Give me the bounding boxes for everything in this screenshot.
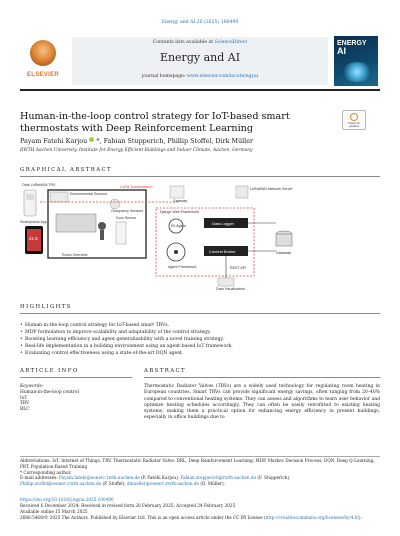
elsevier-logo — [22, 36, 64, 86]
highlight-item: • Real-life implementation in a building environment using an agent-based IoT framework. — [20, 344, 233, 349]
doi-link[interactable]: https://doi.org/10.1016/j.egyai.2025.100490 — [20, 497, 114, 502]
label-database: Database — [276, 251, 292, 255]
graphical-abstract-figure — [20, 182, 380, 292]
journal-homepage: journal homepage: www.elsevier.com/locate/egyai — [141, 74, 259, 79]
graphical-abstract-svg — [20, 182, 380, 292]
desk-icon — [56, 214, 96, 232]
label-rl-agent: RL Agent — [171, 224, 186, 228]
corresponding-mark: * — [94, 137, 100, 145]
occupancy-sensor-icon — [110, 199, 120, 209]
email-link[interactable]: Phillip.stoffel@eonerc.rwth-aachen.de — [20, 481, 102, 487]
label-agent-framework: Agent Framework — [168, 265, 197, 269]
graphical-abstract-rule — [20, 176, 380, 177]
trv-device-icon — [24, 190, 36, 216]
highlights-heading: HIGHLIGHTS — [20, 304, 72, 310]
license-line: 2666-5468/© 2025 The Authors. Published by Elsevier Ltd. This is an open access article under the CC BY license (http://creativecommons.org/licenses/by/4.0/). — [20, 515, 362, 520]
label-occ-sensors: Occupancy Sensors — [111, 209, 144, 213]
article-info-heading: ARTICLE INFO — [20, 368, 79, 374]
database-body — [276, 234, 292, 246]
email-addresses: E-mail addresses: Payam.fatehi@eonerc.rwth-aachen.de (P. Fatehi Karjou), Fabian.stupperich@rwth-aachen.de (F. Stupperich), Phillip.stoffel@eonerc.rwth-aachen.de (P. Stoffel), dmueller@eonerc.rwth-aachen.de (D. Müller). — [20, 475, 291, 487]
highlights-list — [20, 322, 380, 357]
label-lorawan-ns: LoRaWAN Network Server — [250, 187, 293, 191]
journal-name: Energy and AI — [159, 51, 241, 64]
footnote-rule — [20, 456, 380, 457]
network-server-icon — [236, 186, 248, 198]
label-env-sensors: Environmental Sensors — [70, 192, 108, 196]
article-title: Human-in-the-loop control strategy for IoT-based smart thermostats with Deep Reinforcement Learning — [20, 111, 290, 134]
abstract-heading: ABSTRACT — [144, 368, 187, 374]
keyword: IoT — [20, 395, 28, 401]
author-first[interactable]: Payam Fatehi Karjou — [20, 137, 88, 145]
person-body — [100, 230, 104, 240]
keyword: RLC — [20, 406, 30, 412]
gateway-icon — [170, 186, 184, 198]
journal-reference: Energy and AI 20 (2025) 100490 — [161, 20, 239, 25]
cover-title-line1: ENERGY — [337, 40, 367, 47]
affiliation: RWTH Aachen University, Institute for Energy Efficient Buildings and Indoor Climate, Aachen, Germany — [20, 148, 253, 153]
highlight-item: • Boosting learning efficiency and agent generalizability with a novel training strategy. — [20, 337, 224, 342]
cover-art — [342, 62, 372, 82]
highlight-item: • Human-in-the-loop control strategy for IoT-based smart TRVs. — [20, 323, 170, 328]
footnotes — [20, 458, 380, 487]
corresponding-author-note: * Corresponding author. — [20, 469, 72, 475]
label-data-logger: Data Logger — [212, 221, 235, 226]
label-smartphone: Smartphone App — [20, 220, 47, 224]
abbreviations: Abbreviations: IoT, Internet of Things; TRV, Thermostatic Radiator Valve; DRL, Deep Reinforcement Learning; MDP, Markov Decision Process; DQN, Deep Q-Learning; PBT, Population-Based Training — [20, 458, 375, 469]
highlight-item: • MDP formulation to improve scalability and adaptability of the control strategy. — [20, 330, 211, 335]
label-context-broker: Context Broker — [209, 249, 236, 254]
label-django: Django Web Framework — [160, 210, 199, 214]
email-link[interactable]: Fabian.stupperich@rwth-aachen.de — [180, 475, 257, 481]
phone-temperature: 21.5 — [29, 236, 38, 241]
keyword: TRV — [20, 401, 30, 407]
email-link[interactable]: dmueller@eonerc.rwth-aachen.de — [126, 481, 200, 487]
person-icon — [98, 222, 106, 230]
abstract-rule — [144, 377, 380, 378]
author-list — [20, 137, 380, 145]
cover-title-line2: AI — [337, 46, 346, 56]
sciencedirect-link[interactable]: ScienceDirect — [214, 40, 248, 45]
journal-cover — [334, 36, 378, 86]
article-info-rule — [20, 377, 132, 378]
email-link[interactable]: Payam.fatehi@eonerc.rwth-aachen.de — [59, 475, 140, 481]
keyword: Human-in-the-loop control — [20, 390, 79, 395]
highlights-rule — [20, 313, 380, 314]
data-viz-icon — [218, 278, 234, 286]
highlight-item: • Evaluating control effectiveness using a state-of-the-art DQN agent. — [20, 351, 184, 356]
label-lora-tx: LoRa Transmission — [120, 185, 153, 189]
contents-line: Contents lists available at ScienceDirect — [152, 40, 248, 45]
label-gateway: Gateway — [173, 199, 188, 203]
graphical-abstract-heading: GRAPHICAL ABSTRACT — [20, 167, 113, 173]
license-link[interactable]: http://creativecommons.org/licenses/by/4.0/ — [265, 515, 359, 520]
abstract-text: Thermostatic Radiator Valves (TRVs) are a widely used technology for regulating room heating in European countries. Smart TRVs can provide significant energy savings, often ranging from 20–40% compared to conventional heating systems. They can assess and algorithms to learn user behavior and optimize heating schedules accordingly. They can often be easily retrofitted to existing heating systems, making them a practical option for enhancing energy efficiency in present buildings, especially in office buildings due to — [144, 384, 380, 421]
updates-icon — [350, 113, 358, 121]
journal-header — [72, 37, 328, 85]
env-sensor-icon — [50, 192, 68, 202]
received-dates: Received 6 December 2024; Received in revised form 20 February 2025; Accepted 24 February 2025 — [20, 503, 236, 508]
label-door-sensor: Door Sensor — [116, 216, 137, 220]
header-rule — [20, 89, 380, 91]
door-icon — [116, 222, 126, 244]
elsevier-wordmark: ELSEVIER — [26, 72, 60, 78]
label-data-viz: Data Visualization — [216, 287, 245, 291]
label-room: Room Overview — [62, 253, 88, 257]
label-oats: Oats LoRaWAN TRV — [22, 183, 56, 187]
label-rest-api: REST API — [230, 266, 247, 270]
keywords-label: Keywords: — [20, 384, 44, 389]
keywords-list — [20, 390, 130, 412]
elsevier-tree-icon — [30, 40, 56, 66]
check-for-updates-badge[interactable] — [342, 110, 366, 130]
agent-node-center — [174, 250, 178, 254]
author-rest: , Fabian Stupperich, Phillip Stoffel, Dirk Müller — [99, 137, 254, 145]
online-date: Available online 15 March 2025 — [20, 509, 88, 514]
trv-display — [26, 194, 34, 200]
homepage-link[interactable]: www.elsevier.com/locate/egyai — [186, 74, 259, 79]
article-meta — [20, 497, 380, 521]
updates-label: Check for updates — [348, 121, 360, 128]
